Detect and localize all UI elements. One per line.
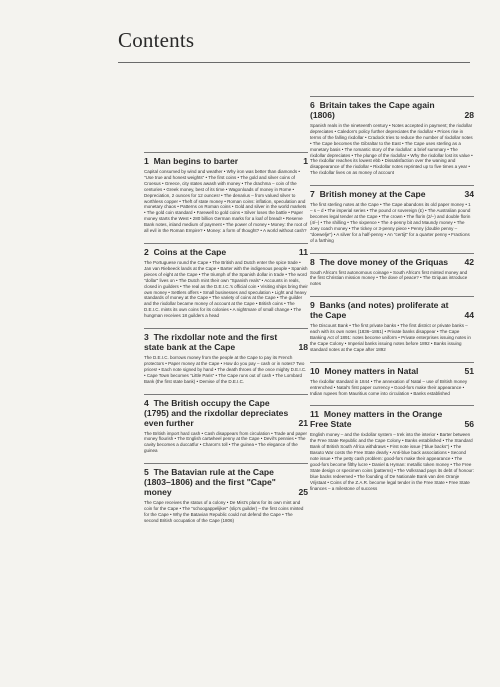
chapter-summary: Capital consumed by wind and weather • Why iron was better than diamonds • "Use true and honest weights" • The first coins • The gold and silver coins of Croesus • Greece, city states awash with money • The drachma – coin of the centuries • Greek money, best of its time • Wagonloads of money in Rome • Depreciation, 2 ounces for 12 ounces! • The denarius – from valued silver to worthless copper • Theft of state money • Roman coins: inflation, speculation and monetary chaos • Patterns on Roman coins • Gold and silver in the world markets • The gold coin standard • Farewell to gold coins • Silver loses the battle • Paper money starts the West • 280 billion German marks for a loaf of bread! • Reserve Bank notes, inland medium of payment • The power of money • Money: the root of all evil in the Roman Empire? • Money: a form of thought? • A world without cash? bbox=[144, 169, 308, 234]
chapter-title: The rixdollar note and the first state bank at the Cape bbox=[144, 332, 278, 353]
chapter-number: 3 bbox=[144, 332, 149, 343]
toc-entry bbox=[310, 296, 474, 353]
chapter-title: The dove money of the Griquas bbox=[319, 256, 449, 267]
chapter-title: Money matters in the Orange Free State bbox=[310, 409, 443, 430]
toc-entry bbox=[310, 362, 474, 397]
chapter-number: 1 bbox=[144, 156, 149, 166]
toc-entry bbox=[310, 405, 474, 491]
chapter-summary: The rixdollar standard in 1844 • The annexation of Natal – use of British money entrenched • Natal's first paper currency • Good-fors make their appearance • Indian rupees from Mauritius come into circulation • Banks established bbox=[310, 378, 468, 396]
chapter-page: 21 bbox=[298, 417, 308, 428]
contents-column-right bbox=[310, 96, 474, 501]
chapter-page: 51 bbox=[464, 365, 474, 376]
toc-entry-heading[interactable] bbox=[144, 463, 308, 497]
chapter-summary: The Cape receives the status of a colony • De Mist's plans for its own mint and coin for the Cape • The "schoogappelijker" (slip's guilder) – the first coins minted for the Cape • Why the Batavian Republic could not defend the Cape • The second British occupation of the Cape (1806) bbox=[144, 500, 304, 523]
chapter-number: 6 bbox=[310, 100, 315, 110]
toc-entry-heading[interactable] bbox=[310, 253, 474, 267]
chapter-number: 5 bbox=[144, 467, 149, 478]
chapter-number: 4 bbox=[144, 397, 149, 408]
toc-entry bbox=[310, 185, 474, 243]
chapter-summary: The British import hard cash • Cash disappears from circulation • Trade and paper money flourish • The English cartwheel penny at the Cape • Devil's pennies • The cavity becomes a duccatfur • Charon's toll • The guinea • The elegance of the guinea bbox=[144, 430, 307, 454]
toc-entry-heading[interactable] bbox=[144, 152, 308, 166]
chapter-page: 1 bbox=[303, 156, 308, 166]
toc-entry bbox=[144, 328, 308, 385]
chapter-summary: The Discount Bank • The first private banks • The first district or private banks – each with its own notes (1836–1861) • Private banks disappear • The Cape Banking Act of 1891: notes become uniform • Private enterprises issuing notes in the Cape Colony • Imperial banks issuing notes before 1892 • Banks issuing standard notes at the Cape after 1892 bbox=[310, 323, 471, 352]
chapter-page: 11 bbox=[298, 246, 308, 257]
toc-entry bbox=[310, 96, 474, 176]
toc-entry-heading[interactable] bbox=[310, 185, 474, 199]
page-title: Contents bbox=[118, 28, 195, 52]
chapter-number: 8 bbox=[310, 256, 315, 267]
contents-column-left bbox=[144, 152, 308, 533]
chapter-title: Man begins to barter bbox=[153, 156, 239, 166]
chapter-page: 42 bbox=[464, 256, 474, 267]
toc-entry bbox=[144, 394, 308, 455]
chapter-page: 34 bbox=[464, 189, 474, 200]
toc-entry bbox=[310, 253, 474, 288]
chapter-summary: South Africa's first autonomous coinage • South Africa's first minted money and the first Christian mission money • The dove of peace? • The Griquas introduce notes bbox=[310, 269, 468, 287]
toc-entry-heading[interactable] bbox=[310, 405, 474, 429]
chapter-title: British money at the Cape bbox=[319, 189, 426, 200]
chapter-page: 28 bbox=[464, 110, 474, 120]
chapter-title: Britain takes the Cape again (1806) bbox=[310, 100, 435, 120]
chapter-summary: The D.E.I.C. borrows money from the people at the Cape to pay its French protectors • Paper money at the Cape • How do you pay – cash or in notes? Two prices! • Each note signed by hand • The death throes of the once mighty D.E.I.C. • Cape Town becomes "Little Paris" • The Cape runs out of cash • The Lombard Bank (the first state bank) • Demise of the D.E.I.C. bbox=[144, 355, 307, 384]
toc-entry-heading[interactable] bbox=[144, 394, 308, 428]
chapter-page: 44 bbox=[464, 310, 474, 321]
toc-entry bbox=[144, 243, 308, 319]
chapter-number: 10 bbox=[310, 365, 320, 376]
chapter-summary: The first sterling notes at the Cape • The Cape abandons its old paper money • 1 – s – d • The imperial series • The pound or sovereign (£) • The Australian pound becomes legal tender at the Cape • The crown • The florin (2/–) and double florin (4/–) • The shilling • The sixpence • The 4-penny bit and Maundy money • The Joey coach money • The tickey or 3-penny piece • Penny (double penny – "doewelje") • A silver for a half-penny • An "certijt" for a quarter penny • Fractions of a farthing bbox=[310, 202, 471, 243]
chapter-page: 25 bbox=[298, 487, 308, 498]
toc-entry-heading[interactable] bbox=[310, 362, 474, 376]
toc-entry-heading[interactable] bbox=[310, 296, 474, 320]
chapter-summary: English money – and the rixdollar system – trek into the interior • Barter between the Free State Republic and the Cape Colony • Banks established • The Standard Bank of British South Africa withdraws • First note issue ("blue backs") • The Basuto War costs the Free State dearly • Anti-blue back associations • Second note issue • The petty cash problem: good-fors make their appearance • The good-fors become filthy lucre • Daniel & Hyman: metallic token money • The Free State design or specimen coins (patterns) • The Volksraad pays its debt of honour: blue backs redeemed • The founding of De Nationale Bank van den Oranje Vrijstaat • Coins of the Z.A.R. become legal tender in the Free State • Free State finances – a milestone of success bbox=[310, 432, 474, 491]
chapter-summary: Spanish reals in the nineteenth century • Notes accepted in payment; the rixdollar depreciates • Caledon's policy further depreciates the rixdollar • Prices rise in terms of the falling rixdollar • Cradock tries to reduce the number of rixdollar notes • The Cape becomes the Gibraltar to the East • The Cape uses sterling as a monetary basis • The romantic story of the rixdollar: a brief summary • The rixdollar depreciates • The plunge of the rixdollar • Why the rixdollar lost its value • The rixdollar reaches its lowest ebb • Dissatisfaction over the waning and disappearance of the rixdollar • Rixdollar notes reprinted up to five times a year • The rixdollar lives on as money of account bbox=[310, 123, 473, 176]
chapter-title: Banks (and notes) proliferate at the Cape bbox=[310, 300, 449, 321]
chapter-number: 11 bbox=[310, 409, 320, 420]
toc-entry-heading[interactable] bbox=[144, 243, 308, 257]
chapter-number: 9 bbox=[310, 300, 315, 311]
chapter-page: 18 bbox=[298, 342, 308, 353]
chapter-number: 7 bbox=[310, 189, 315, 200]
chapter-page: 56 bbox=[464, 419, 474, 430]
chapter-title: The British occupy the Cape (1795) and the rixdollar depreciates even further bbox=[144, 397, 289, 428]
chapter-summary: The Portuguese round the Cape • The British and Dutch enter the spice trade • Jan van Riebeeck lands at the Cape • Barter with the indigenous people • Spanish pieces of eight at the Cape • The triumph of the Spanish dollar in trade • The word "dollar" lives on • The Dutch mint their own "Spanish reals" • Accounts in reals, closed in guilders • The real as the D.E.I.C.'s official coin • Visiting ships bring their own money • Settlers offers • Small businesses and speculation • Light and heavy standards of money at the Cape • The variety of coins at the Cape • The guilder and the rixdollar became money of account at the Cape • British coins • The D.E.I.C. mints its own coins for its colonies • A nightmare of small change • The hungman receives 18 guilders a head bbox=[144, 259, 308, 319]
toc-entry-heading[interactable] bbox=[310, 96, 474, 120]
chapter-title: Money matters in Natal bbox=[324, 365, 419, 376]
toc-entry-heading[interactable] bbox=[144, 328, 308, 352]
chapter-number: 2 bbox=[144, 246, 149, 257]
chapter-title: Coins at the Cape bbox=[153, 246, 227, 257]
chapter-title: The Batavian rule at the Cape (1803–1806) and the first "Cape" money bbox=[144, 467, 276, 498]
toc-entry bbox=[144, 463, 308, 524]
toc-entry bbox=[144, 152, 308, 234]
title-rule bbox=[118, 62, 470, 63]
